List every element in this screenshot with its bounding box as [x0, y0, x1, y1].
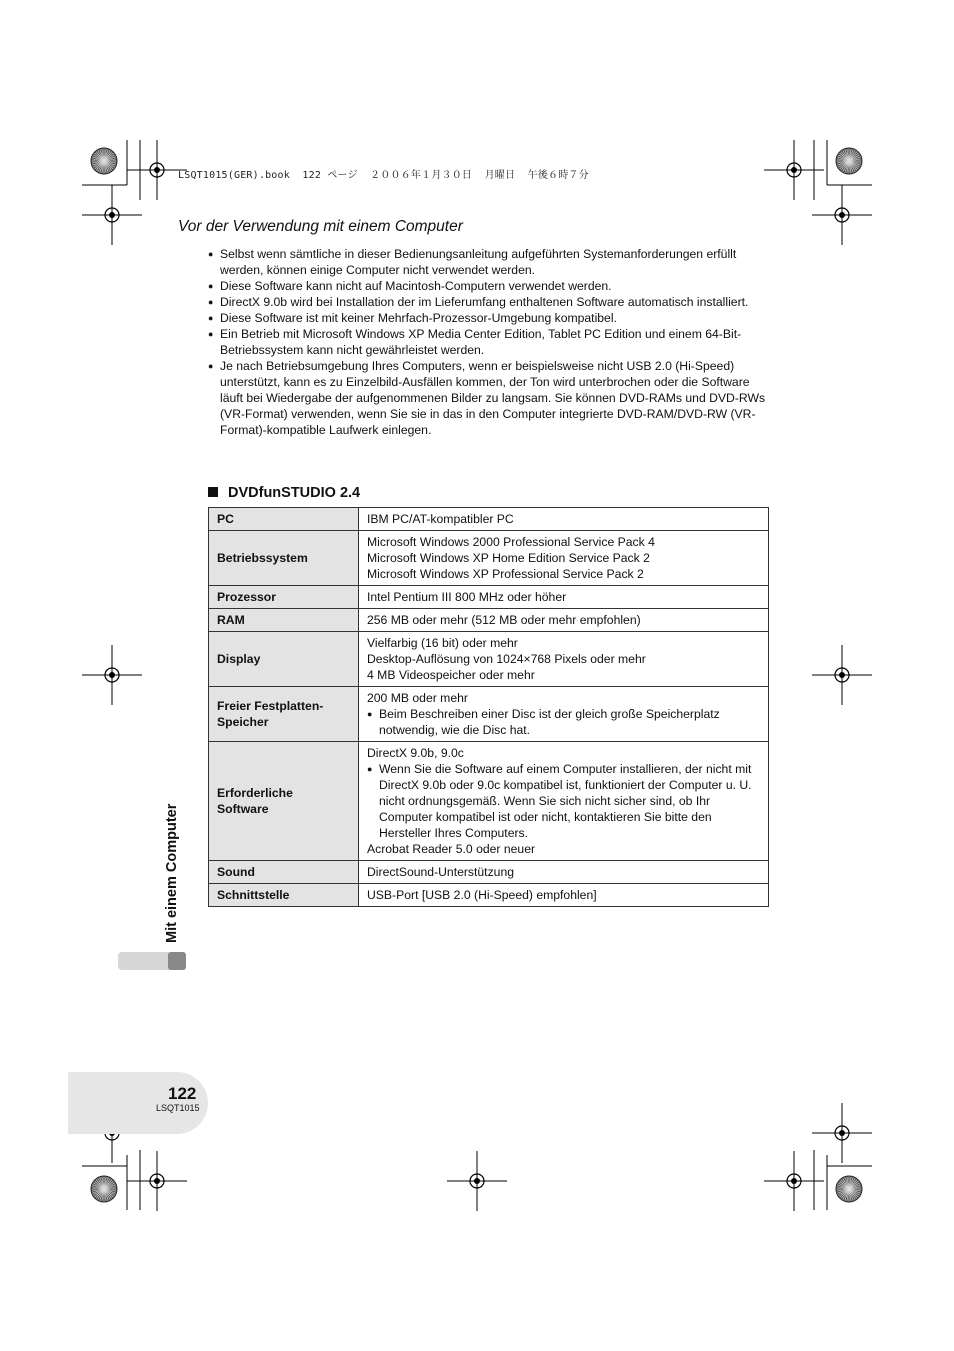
registration-crosshair-icon [764, 1151, 824, 1211]
list-item: ● Diese Software ist mit keiner Mehrfach-Prozessor-Umgebung kompatibel. [208, 310, 773, 326]
row-label: Prozessor [209, 586, 359, 609]
registration-crosshair-icon [82, 645, 142, 705]
table-row [209, 687, 769, 742]
value-line: Microsoft Windows XP Professional Service Pack 2 [367, 567, 644, 581]
row-label: PC [209, 508, 359, 531]
list-item: ● Je nach Betriebsumgebung Ihres Computers, wenn er beispielsweise nicht USB 2.0 (Hi-Speed) unterstützt, kann es zu Einzelbild-Ausfällen kommen, der Ton wird unterbrochen oder die Software läuft bei Wiedergabe der aufgenommenen Bilder zu langsam. Sie können DVD-RAMs und DVD-RWs (VR-Format) verwenden, wenn Sie sie in das in den Computer integrierte DVD-RAM/DVD-RW (VR-Format)-kompatible Laufwerk einlegen. [208, 358, 773, 438]
chapter-tab-dark [168, 952, 186, 970]
row-label-line: Erforderliche [217, 786, 293, 800]
row-label-line: Software [217, 802, 269, 816]
row-label: Display [209, 632, 359, 687]
row-label: Betriebssystem [209, 531, 359, 586]
color-target-icon [836, 1176, 862, 1202]
table-row [209, 861, 769, 884]
table-row [209, 632, 769, 687]
value-note: ● Wenn Sie die Software auf einem Computer installieren, der nicht mit DirectX 9.0b oder 9.0c kompatibel ist, funktioniert der Computer u. U. nicht ordnungsgemäß. Wenn Sie sich nicht sicher sind, ob Ihr Computer kompatibel ist oder nicht, kontaktieren Sie bitte den Hersteller Ihres Computers. [367, 761, 760, 841]
value-line: Desktop-Auflösung von 1024×768 Pixels oder mehr [367, 652, 646, 666]
value-line: Microsoft Windows XP Home Edition Service Pack 2 [367, 551, 650, 565]
table-row [209, 531, 769, 586]
row-value [359, 531, 769, 586]
value-line: Microsoft Windows 2000 Professional Service Pack 4 [367, 535, 655, 549]
row-label: Sound [209, 861, 359, 884]
value-line: 4 MB Videospeicher oder mehr [367, 668, 535, 682]
print-header: LSQT1015(GER).book 122 ページ ２００６年１月３０日 月曜日 午後６時７分 [178, 170, 589, 181]
page-number: 122 [168, 1084, 197, 1103]
value-line: 200 MB oder mehr [367, 691, 468, 705]
system-requirements-table [208, 507, 769, 907]
list-item: ● Ein Betrieb mit Microsoft Windows XP Media Center Edition, Tablet PC Edition und einem 64-Bit-Betriebssystem kann nicht gewährleistet werden. [208, 326, 773, 358]
table-row [209, 609, 769, 632]
row-value [359, 742, 769, 861]
requirements-notes [208, 246, 773, 438]
table-row [209, 742, 769, 861]
row-label [209, 687, 359, 742]
list-item: ● Selbst wenn sämtliche in dieser Bedienungsanleitung aufgeführten Systemanforderungen erfüllt werden, können einige Computer nicht verwendet werden. [208, 246, 773, 278]
table-row [209, 508, 769, 531]
chapter-side-label: Mit einem Computer [164, 803, 180, 943]
registration-crosshair-icon [127, 1151, 187, 1211]
registration-crosshair-icon [812, 645, 872, 705]
row-value: 256 MB oder mehr (512 MB oder mehr empfohlen) [359, 609, 769, 632]
page-code: LSQT1015 [156, 1103, 200, 1113]
row-label-line: Speicher [217, 715, 269, 729]
row-value: IBM PC/AT-kompatibler PC [359, 508, 769, 531]
row-value: USB-Port [USB 2.0 (Hi-Speed) empfohlen] [359, 884, 769, 907]
subsection-title [208, 485, 360, 501]
row-label [209, 742, 359, 861]
row-value: DirectSound-Unterstützung [359, 861, 769, 884]
section-title: Vor der Verwendung mit einem Computer [178, 218, 463, 235]
value-line: Vielfarbig (16 bit) oder mehr [367, 636, 518, 650]
subsection-title-text: DVDfunSTUDIO 2.4 [228, 485, 361, 501]
color-target-icon [91, 1176, 117, 1202]
row-value [359, 632, 769, 687]
registration-crosshair-icon [764, 140, 824, 200]
chapter-tab-light [118, 952, 170, 970]
list-item: ● DirectX 9.0b wird bei Installation der im Lieferumfang enthaltenen Software automatisch installiert. [208, 294, 773, 310]
list-item: ● Diese Software kann nicht auf Macintosh-Computern verwendet werden. [208, 278, 773, 294]
value-note: ● Beim Beschreiben einer Disc ist der gleich große Speicherplatz notwendig, wie die Disc hat. [367, 706, 760, 738]
row-value [359, 687, 769, 742]
value-line: Acrobat Reader 5.0 oder neuer [367, 842, 536, 856]
row-label: RAM [209, 609, 359, 632]
row-label-line: Freier Festplatten- [217, 699, 324, 713]
row-value: Intel Pentium III 800 MHz oder höher [359, 586, 769, 609]
registration-crosshair-icon [447, 1151, 507, 1211]
table-row [209, 884, 769, 907]
value-line: DirectX 9.0b, 9.0c [367, 746, 464, 760]
registration-crosshair-icon [82, 185, 142, 245]
registration-crosshair-icon [812, 185, 872, 245]
square-bullet-icon [208, 487, 218, 497]
chapter-tab-marker [118, 952, 186, 970]
registration-crosshair-icon [812, 1103, 872, 1163]
row-label: Schnittstelle [209, 884, 359, 907]
table-row [209, 586, 769, 609]
color-target-icon [91, 148, 117, 174]
color-target-icon [836, 148, 862, 174]
